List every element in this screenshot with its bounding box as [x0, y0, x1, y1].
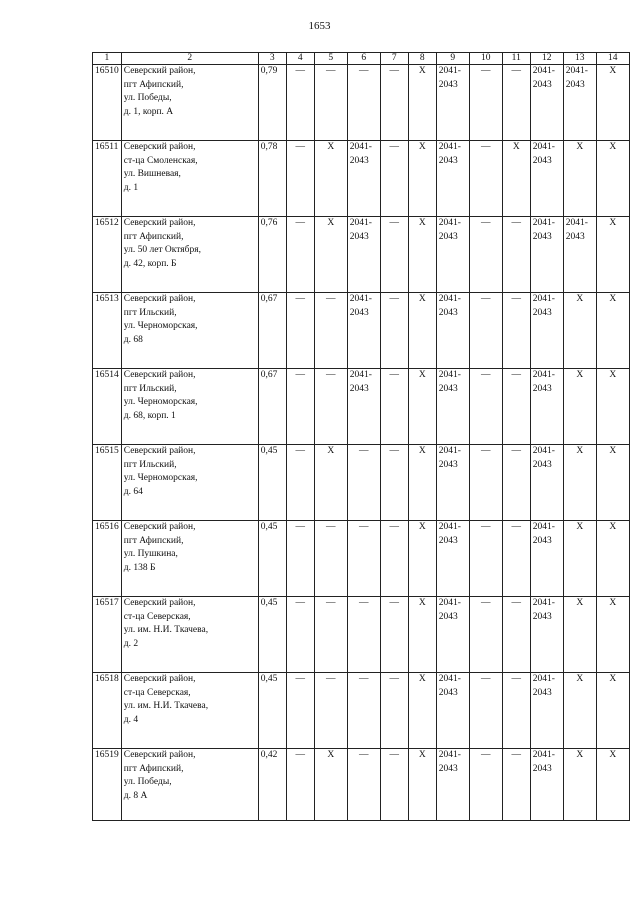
col-4-cell: — — [286, 445, 314, 521]
column-header: 10 — [469, 53, 502, 65]
col-4-cell: — — [286, 369, 314, 445]
col-7-cell: — — [380, 141, 408, 217]
col-5-cell: X — [314, 749, 347, 821]
col-11-cell: — — [502, 293, 530, 369]
col-12-cell: 2041- 2043 — [530, 369, 563, 445]
col-14-cell: X — [596, 369, 629, 445]
col-5-cell: — — [314, 369, 347, 445]
row-number-cell: 16517 — [93, 597, 122, 673]
col-9-cell: 2041- 2043 — [436, 749, 469, 821]
col-12-cell: 2041- 2043 — [530, 65, 563, 141]
col-9-cell: 2041- 2043 — [436, 141, 469, 217]
header-row — [93, 53, 630, 65]
col-11-cell: — — [502, 65, 530, 141]
col-10-cell: — — [469, 749, 502, 821]
col-4-cell: — — [286, 293, 314, 369]
col-4-cell: — — [286, 673, 314, 749]
col-13-cell: X — [563, 597, 596, 673]
page-number: 1653 — [308, 20, 331, 32]
value-cell: 0,45 — [258, 597, 286, 673]
col-8-cell: X — [408, 597, 436, 673]
table-row — [93, 141, 630, 217]
col-10-cell: — — [469, 217, 502, 293]
col-14-cell: X — [596, 293, 629, 369]
address-cell: Северский район, пгт Афипский, ул. Победы, д. 8 А — [121, 749, 258, 821]
col-7-cell: — — [380, 521, 408, 597]
col-10-cell: — — [469, 369, 502, 445]
col-11-cell: — — [502, 749, 530, 821]
column-header: 13 — [563, 53, 596, 65]
column-header: 12 — [530, 53, 563, 65]
table-row — [93, 369, 630, 445]
col-7-cell: — — [380, 597, 408, 673]
column-header: 4 — [286, 53, 314, 65]
col-12-cell: 2041- 2043 — [530, 749, 563, 821]
col-12-cell: 2041- 2043 — [530, 521, 563, 597]
col-9-cell: 2041- 2043 — [436, 65, 469, 141]
col-4-cell: — — [286, 141, 314, 217]
col-6-cell: 2041- 2043 — [347, 293, 380, 369]
col-9-cell: 2041- 2043 — [436, 369, 469, 445]
col-6-cell: — — [347, 65, 380, 141]
col-6-cell: — — [347, 445, 380, 521]
table-row — [93, 521, 630, 597]
address-cell: Северский район, пгт Афипский, ул. Пушкина, д. 138 Б — [121, 521, 258, 597]
col-13-cell: X — [563, 293, 596, 369]
col-5-cell: — — [314, 65, 347, 141]
table-row — [93, 597, 630, 673]
col-8-cell: X — [408, 749, 436, 821]
col-7-cell: — — [380, 217, 408, 293]
col-6-cell: 2041- 2043 — [347, 217, 380, 293]
value-cell: 0,67 — [258, 293, 286, 369]
col-9-cell: 2041- 2043 — [436, 673, 469, 749]
col-6-cell: 2041- 2043 — [347, 141, 380, 217]
table-row — [93, 217, 630, 293]
col-5-cell: — — [314, 521, 347, 597]
column-header: 2 — [121, 53, 258, 65]
column-header: 7 — [380, 53, 408, 65]
col-8-cell: X — [408, 445, 436, 521]
col-11-cell: — — [502, 673, 530, 749]
value-cell: 0,45 — [258, 445, 286, 521]
col-9-cell: 2041- 2043 — [436, 521, 469, 597]
row-number-cell: 16514 — [93, 369, 122, 445]
col-11-cell: X — [502, 141, 530, 217]
col-12-cell: 2041- 2043 — [530, 445, 563, 521]
value-cell: 0,79 — [258, 65, 286, 141]
col-7-cell: — — [380, 673, 408, 749]
table-row — [93, 65, 630, 141]
col-14-cell: X — [596, 673, 629, 749]
col-11-cell: — — [502, 597, 530, 673]
address-cell: Северский район, пгт Афипский, ул. Победы, д. 1, корп. А — [121, 65, 258, 141]
col-9-cell: 2041- 2043 — [436, 445, 469, 521]
address-cell: Северский район, ст-ца Смоленская, ул. Вишневая, д. 1 — [121, 141, 258, 217]
register-table — [92, 52, 630, 821]
row-number-cell: 16518 — [93, 673, 122, 749]
table-row — [93, 445, 630, 521]
col-5-cell: X — [314, 445, 347, 521]
col-4-cell: — — [286, 217, 314, 293]
col-7-cell: — — [380, 749, 408, 821]
col-4-cell: — — [286, 749, 314, 821]
col-11-cell: — — [502, 217, 530, 293]
value-cell: 0,76 — [258, 217, 286, 293]
col-10-cell: — — [469, 65, 502, 141]
col-14-cell: X — [596, 597, 629, 673]
col-7-cell: — — [380, 65, 408, 141]
row-number-cell: 16513 — [93, 293, 122, 369]
col-14-cell: X — [596, 445, 629, 521]
table-body — [93, 65, 630, 821]
column-header: 9 — [436, 53, 469, 65]
address-cell: Северский район, пгт Ильский, ул. Черноморская, д. 68, корп. 1 — [121, 369, 258, 445]
value-cell: 0,45 — [258, 521, 286, 597]
col-13-cell: 2041- 2043 — [563, 65, 596, 141]
col-8-cell: X — [408, 217, 436, 293]
col-14-cell: X — [596, 65, 629, 141]
column-header: 3 — [258, 53, 286, 65]
col-6-cell: — — [347, 521, 380, 597]
table-row — [93, 749, 630, 821]
address-cell: Северский район, пгт Ильский, ул. Черноморская, д. 64 — [121, 445, 258, 521]
col-12-cell: 2041- 2043 — [530, 141, 563, 217]
column-header: 5 — [314, 53, 347, 65]
col-6-cell: — — [347, 749, 380, 821]
col-5-cell: — — [314, 673, 347, 749]
col-8-cell: X — [408, 673, 436, 749]
row-number-cell: 16510 — [93, 65, 122, 141]
row-number-cell: 16516 — [93, 521, 122, 597]
address-cell: Северский район, ст-ца Северская, ул. им. Н.И. Ткачева, д. 2 — [121, 597, 258, 673]
col-5-cell: X — [314, 217, 347, 293]
col-10-cell: — — [469, 673, 502, 749]
col-13-cell: X — [563, 445, 596, 521]
col-5-cell: — — [314, 597, 347, 673]
col-5-cell: — — [314, 293, 347, 369]
address-cell: Северский район, ст-ца Северская, ул. им. Н.И. Ткачева, д. 4 — [121, 673, 258, 749]
value-cell: 0,67 — [258, 369, 286, 445]
col-9-cell: 2041- 2043 — [436, 293, 469, 369]
col-8-cell: X — [408, 293, 436, 369]
col-13-cell: 2041- 2043 — [563, 217, 596, 293]
value-cell: 0,45 — [258, 673, 286, 749]
col-6-cell: — — [347, 597, 380, 673]
col-13-cell: X — [563, 673, 596, 749]
col-11-cell: — — [502, 369, 530, 445]
col-13-cell: X — [563, 749, 596, 821]
col-14-cell: X — [596, 217, 629, 293]
col-13-cell: X — [563, 521, 596, 597]
address-cell: Северский район, пгт Афипский, ул. 50 лет Октября, д. 42, корп. Б — [121, 217, 258, 293]
col-10-cell: — — [469, 597, 502, 673]
row-number-cell: 16515 — [93, 445, 122, 521]
col-14-cell: X — [596, 749, 629, 821]
row-number-cell: 16511 — [93, 141, 122, 217]
col-10-cell: — — [469, 445, 502, 521]
col-8-cell: X — [408, 521, 436, 597]
column-header: 11 — [502, 53, 530, 65]
row-number-cell: 16519 — [93, 749, 122, 821]
address-cell: Северский район, пгт Ильский, ул. Черноморская, д. 68 — [121, 293, 258, 369]
value-cell: 0,78 — [258, 141, 286, 217]
col-12-cell: 2041- 2043 — [530, 597, 563, 673]
value-cell: 0,42 — [258, 749, 286, 821]
col-7-cell: — — [380, 369, 408, 445]
col-8-cell: X — [408, 141, 436, 217]
col-7-cell: — — [380, 293, 408, 369]
col-5-cell: X — [314, 141, 347, 217]
col-6-cell: — — [347, 673, 380, 749]
col-14-cell: X — [596, 521, 629, 597]
col-13-cell: X — [563, 141, 596, 217]
table-row — [93, 673, 630, 749]
col-4-cell: — — [286, 65, 314, 141]
row-number-cell: 16512 — [93, 217, 122, 293]
col-11-cell: — — [502, 521, 530, 597]
col-14-cell: X — [596, 141, 629, 217]
column-header: 14 — [596, 53, 629, 65]
column-header: 6 — [347, 53, 380, 65]
col-12-cell: 2041- 2043 — [530, 217, 563, 293]
col-8-cell: X — [408, 65, 436, 141]
table-row — [93, 293, 630, 369]
col-6-cell: 2041- 2043 — [347, 369, 380, 445]
column-header: 8 — [408, 53, 436, 65]
col-11-cell: — — [502, 445, 530, 521]
col-10-cell: — — [469, 293, 502, 369]
col-12-cell: 2041- 2043 — [530, 293, 563, 369]
col-12-cell: 2041- 2043 — [530, 673, 563, 749]
col-10-cell: — — [469, 521, 502, 597]
col-8-cell: X — [408, 369, 436, 445]
col-4-cell: — — [286, 597, 314, 673]
column-header: 1 — [93, 53, 122, 65]
col-9-cell: 2041- 2043 — [436, 597, 469, 673]
col-7-cell: — — [380, 445, 408, 521]
col-9-cell: 2041- 2043 — [436, 217, 469, 293]
col-10-cell: — — [469, 141, 502, 217]
col-4-cell: — — [286, 521, 314, 597]
col-13-cell: X — [563, 369, 596, 445]
